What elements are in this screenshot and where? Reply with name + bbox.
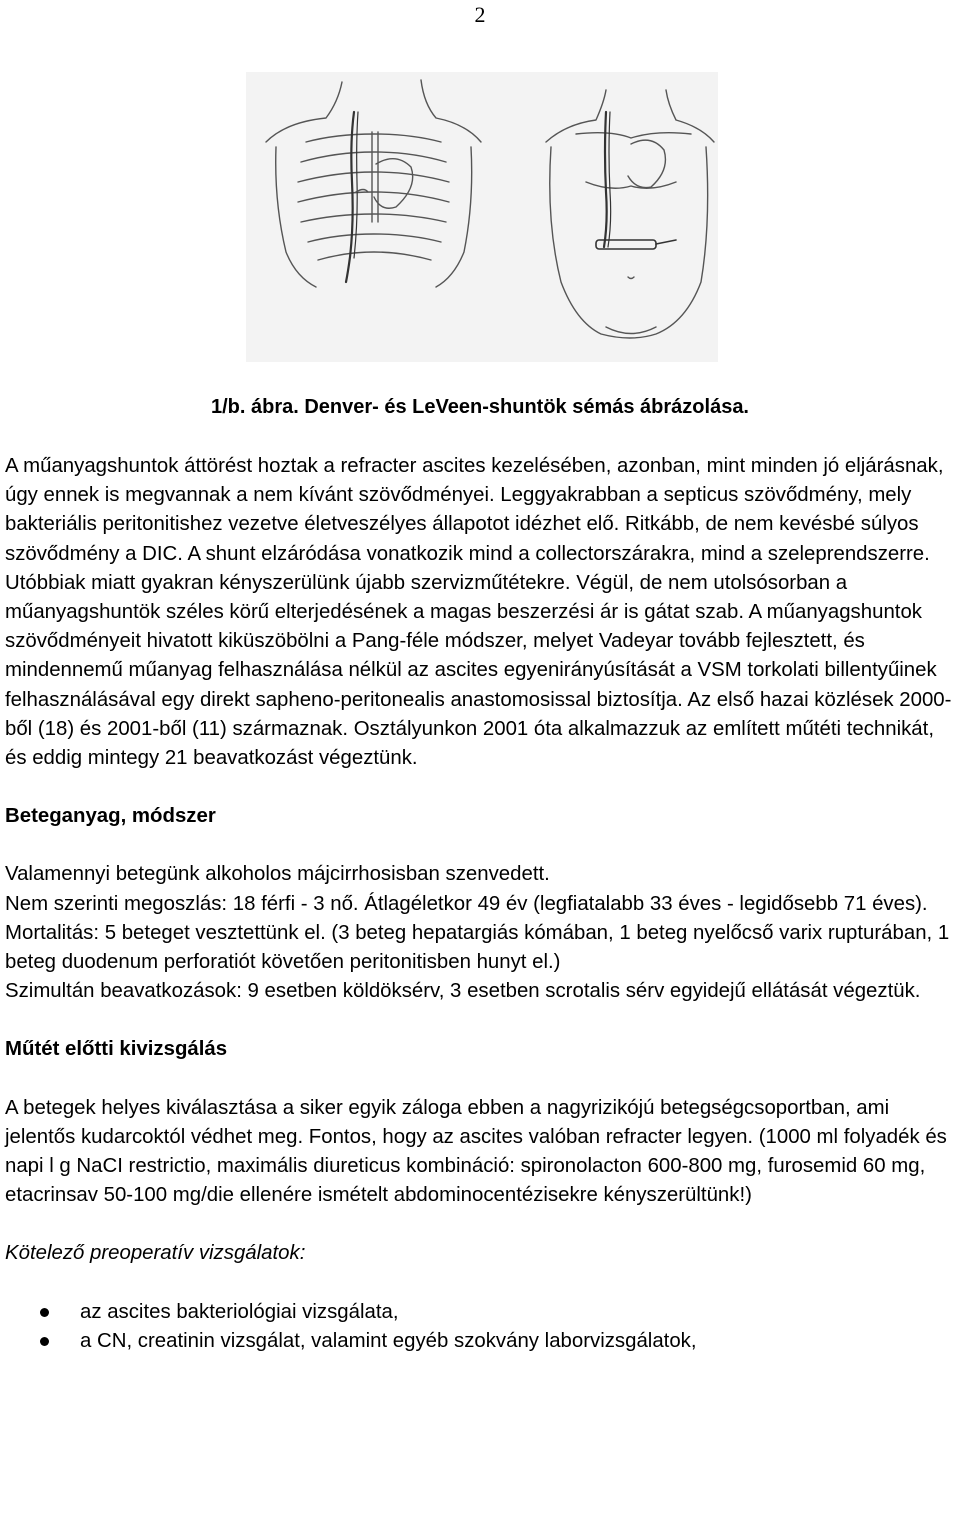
intro-continuation: A műanyagshuntok szövődményeit hivatott kiküszöbölni a Pang-féle módszer, melyet Vadeyar tovább fejlesztett, és mindennemű műanyag felhasználása nélkül az ascites egyenirányúsítását a VSM torkolati billentyűinek felhasználásával egy direkt sapheno-peritonealis anastomosissal biztosítja. Az első hazai közlések 2000-ből (18) és 2001-ből (11) származnak. Osztályunkon 2001 óta alkalmazzuk az említett műtéti technikát, és eddig mintegy 21 beavatkozást végeztünk. (5, 601, 952, 770)
list-item-text: az ascites bakteriológiai vizsgálata, (80, 1300, 399, 1323)
simultaneous-line: Szimultán beavatkozások: 9 esetben köldöksérv, 3 esetben scrotalis sérv egyidejű ellátását végeztük. (5, 980, 921, 1003)
list-item-text: a CN, creatinin vizsgálat, valamint egyéb szokvány laborvizsgálatok, (80, 1329, 697, 1352)
section-heading-kivizsgalas: Műtét előtti kivizsgálás (5, 1038, 228, 1061)
patients-line: Valamennyi betegünk alkoholos májcirrhosisban szenvedett. (5, 863, 550, 886)
preop-subheading: Kötelező preoperatív vizsgálatok: (5, 1242, 306, 1265)
shunt-drawing (246, 72, 718, 362)
right-shunt-tube (604, 112, 607, 247)
intro-paragraph (5, 452, 957, 773)
list-item (5, 1298, 957, 1327)
selection-paragraph: A betegek helyes kiválasztása a siker egyik záloga ebben a nagyrizikójú betegségcsoportban, ami jelentős kudarcoktól védhet meg. Fontos, hogy az ascites valóban refracter legyen. (1000 ml folyadék és napi l g NaCI restrictio, maximális diureticus kombináció: spironolacton 600-800 mg, furosemid 60 mg, etacrinsav 50-100 mg/die ellenére ismételt abdominocentézisekre kényszerültünk!) (5, 1096, 947, 1207)
distribution-line: Nem szerinti megoszlás: 18 férfi - 3 nő. Átlagéletkor 49 év (legfiatalabb 33 éves - legidősebb 71 éves). (5, 892, 928, 915)
shunt-illustration (246, 72, 718, 362)
mortality-line: Mortalitás: 5 beteget vesztettünk el. (3 beteg hepatargiás kómában, 1 beteg nyelőcső varix rupturában, 1 beteg duodenum perforatiót követően peritonitisben hunyt el.) (5, 921, 950, 974)
section-heading-beteganyag: Beteganyag, módszer (5, 805, 216, 828)
document-body (5, 452, 957, 1356)
figure-caption: 1/b. ábra. Denver- és LeVeen-shuntök sémás ábrázolása. (210, 396, 749, 418)
page-number: 2 (474, 2, 486, 27)
preop-list (5, 1298, 957, 1356)
bullet-icon (40, 1308, 49, 1317)
bullet-icon (40, 1337, 49, 1346)
intro-text: A műanyagshuntok áttörést hoztak a refracter ascites kezelésében, azonban, mint minden jó eljárásnak, úgy ennek is megvannak a nem kívánt szövődményei. Leggyakrabban a septicus szövődmény, mely bakteriális peritonitishez vezetve életveszélyes állapotot idézhet elő. Ritkább, de nem kevésbé súlyos szövődmény a DIC. A shunt elzáródása vonatkozik mind a collectorszárakra, mind a szeleprendszerre. Utóbbiak miatt gyakran kényszerülünk újabb szervizműtétekre. Végül, de nem utolsósorban a műanyagshuntök széles körű elterjedésének a magas beszerzési ár is gátat szab. (5, 455, 944, 624)
left-shunt-tube (346, 112, 354, 282)
left-torso-outline (266, 82, 342, 142)
list-item (5, 1327, 957, 1356)
